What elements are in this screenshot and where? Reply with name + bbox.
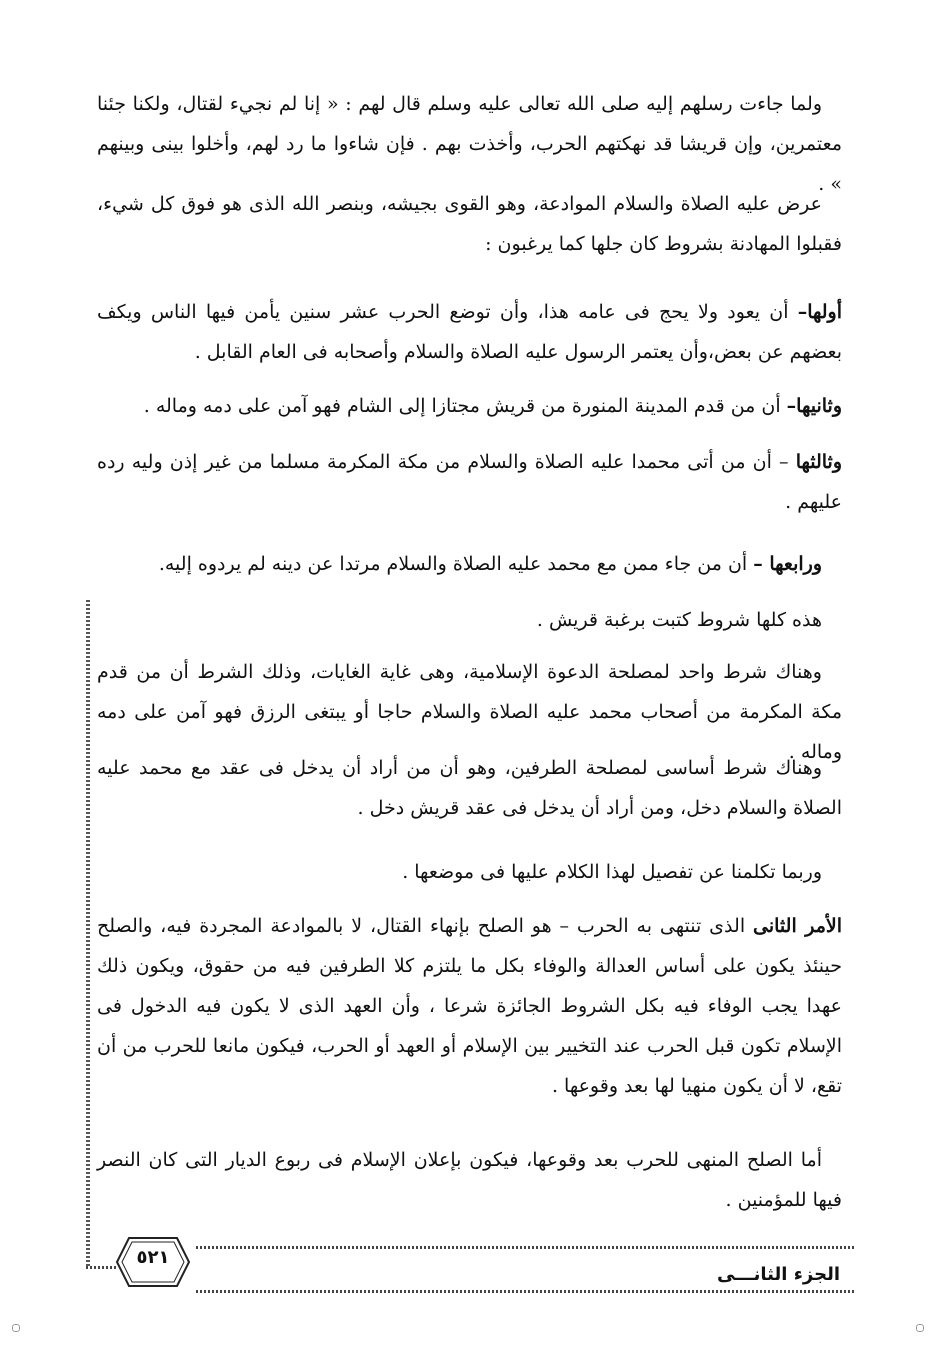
page-number: ٥٢١: [136, 1247, 170, 1268]
paragraph-text: هذه كلها شروط كتبت برغبة قريش .: [536, 609, 822, 631]
paragraph-post-war-peace: [97, 1140, 842, 1220]
paragraph-condition-fourth: [97, 544, 842, 584]
paragraph-lead: أولها–: [797, 301, 842, 323]
paragraph-lead: الأمر الثانى: [753, 915, 842, 937]
paragraph-text: ولما جاءت رسلهم إليه صلى الله تعالى عليه وسلم قال لهم : « إنا لم نجيء لقتال، ولكنا جئنا معتمرين، وإن قريشا قد نهكتهم الحرب، وأخذت بهم . فإن شاءوا ما رد لهم، وأخلوا بينى وبينهم » .: [97, 93, 842, 195]
footer-rule: [196, 1246, 854, 1249]
paragraph-mutual-condition: [97, 748, 842, 828]
paragraph-condition-first: [97, 292, 842, 372]
paragraph-lead: وثانيها–: [786, 395, 842, 417]
paragraph-text: – أن من أتى محمدا عليه الصلاة والسلام من مكة المكرمة مسلما من غير إذن وليه رده عليهم .: [97, 451, 842, 513]
paragraph-truce-offer: [97, 184, 842, 264]
paragraph-text: أن يعود ولا يحج فى عامه هذا، وأن توضع الحرب عشر سنين يأمن فيها الناس ويكف بعضهم عن بعض،وأن يعتمر الرسول عليه الصلاة والسلام وأصحابه فى العام القابل .: [97, 301, 842, 363]
footer-rule-lower: [196, 1290, 854, 1293]
paragraph-text: وربما تكلمنا عن تفصيل لهذا الكلام عليها فى موضعها .: [402, 861, 822, 883]
paragraph-detail-note: [97, 852, 842, 892]
volume-label: الجزء الثانـــى: [716, 1264, 840, 1285]
left-decorative-border: [86, 600, 90, 1268]
paragraph-text: أما الصلح المنهى للحرب بعد وقوعها، فيكون بإعلان الإسلام فى ربوع الديار التى كان النصر فيها للمؤمنين .: [97, 1149, 842, 1211]
paragraph-text: وهناك شرط أساسى لمصلحة الطرفين، وهو أن من أراد أن يدخل فى عقد مع محمد عليه الصلاة والسلام دخل، ومن أراد أن يدخل فى عقد قريش دخل .: [97, 757, 842, 819]
paragraph-text: وهناك شرط واحد لمصلحة الدعوة الإسلامية، وهى غاية الغايات، وذلك الشرط أن من قدم مكة المكرمة من أصحاب محمد عليه الصلاة والسلام حاجا أو يبتغى الرزق فهو آمن على دمه وماله .: [97, 661, 842, 763]
paragraph-second-matter: [97, 906, 842, 1106]
paragraph-text: أن من قدم المدينة المنورة من قريش مجتازا إلى الشام فهو آمن على دمه وماله .: [143, 395, 787, 417]
corner-mark-bottom-left: [12, 1324, 20, 1332]
footer-rule-left: [86, 1266, 116, 1269]
paragraph-condition-third: [97, 442, 842, 522]
paragraph-text: الذى تنتهى به الحرب – هو الصلح بإنهاء القتال، لا بالموادعة المجردة فيه، والصلح حينئذ يكون على أساس العدالة والوفاء بكل ما يلتزم كلا الطرفين فيه من حقوق، ويكون ذلك عهدا يجب الوفاء فيه بكل الشروط الجائزة شرعا ، وأن العهد الذى لا يكون فيه الدخول فى الإسلام تكون قبل الحرب عند التخيير بين الإسلام أو العهد أو الحرب، فيكون مانعا للحرب من أن تقع، لا أن يكون منهيا لها بعد وقوعها .: [97, 915, 842, 1097]
paragraph-text: عرض عليه الصلاة والسلام الموادعة، وهو القوى بجيشه، وبنصر الله الذى هو فوق كل شيء، فقبلوا المهادنة بشروط كان جلها كما يرغبون :: [97, 193, 842, 255]
paragraph-condition-second: [97, 386, 842, 426]
paragraph-lead: وثالثها: [795, 451, 843, 473]
paragraph-text: أن من جاء ممن مع محمد عليه الصلاة والسلام مرتدا عن دينه لم يردوه إليه.: [158, 553, 754, 575]
paragraph-quraysh-wish: [97, 600, 842, 640]
corner-mark-bottom-right: [916, 1324, 924, 1332]
paragraph-lead: ورابعها –: [753, 553, 822, 575]
